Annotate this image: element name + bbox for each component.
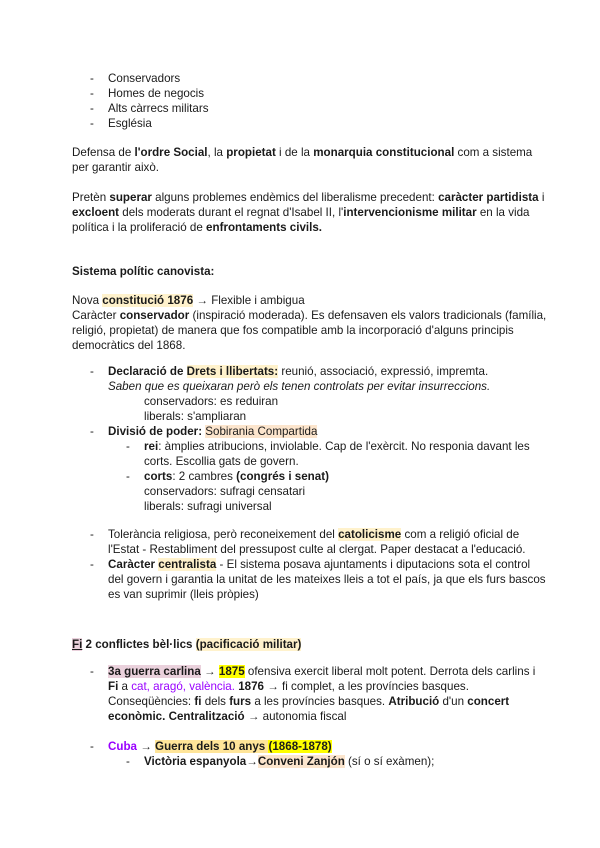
list-item: Caràcter centralista - El sistema posava ajuntaments i diputacions sota el control bbox=[108, 558, 531, 571]
paragraph-line: per garantir això. bbox=[72, 161, 159, 174]
paragraph-line: Caràcter conservador (inspiració moderada). Es defensaven els valors tradicionals (família, bbox=[72, 309, 547, 322]
arrow-icon: → bbox=[204, 665, 216, 678]
arrow-icon: → bbox=[247, 710, 260, 723]
list-dash: - bbox=[90, 117, 94, 130]
list-item: 3a guerra carlina → 1875 ofensiva exercit liberal molt potent. Derrota dels carlins i bbox=[108, 665, 536, 678]
list-dash: - bbox=[126, 755, 130, 768]
paragraph-line: democràtics del 1868. bbox=[72, 339, 186, 352]
list-item: Victòria espanyola→Conveni Zanjón (sí o sí exàmen); bbox=[144, 755, 435, 768]
list-item: rei: àmplies atribucions, inviolable. Cap de l'exèrcit. No responia davant les bbox=[144, 440, 530, 453]
paragraph-line: política i la proliferació de enfrontaments civils. bbox=[72, 221, 323, 234]
list-item: Divisió de poder: Sobirania Compartida bbox=[108, 425, 318, 438]
list-dash: - bbox=[126, 470, 130, 483]
list-dash: - bbox=[90, 558, 94, 571]
section-heading: Fi 2 conflictes bèl·lics (pacificació militar) bbox=[72, 638, 302, 651]
list-item: corts: 2 cambres (congrés i senat) bbox=[144, 470, 329, 483]
list-item: Església bbox=[108, 117, 152, 130]
list-item-note: conservadors: sufragi censatari bbox=[144, 485, 306, 498]
list-item: es van suprimir (lleis pròpies) bbox=[108, 588, 259, 601]
list-item: Declaració de Drets i llibertats: reunió, associació, expressió, impremta. bbox=[108, 365, 489, 378]
list-item: Alts càrrecs militars bbox=[108, 102, 209, 115]
list-item: l'Estat - Restabliment del pressupost culte al clergat. Paper destacat a l'educació. bbox=[108, 543, 526, 556]
section-heading: Sistema polític canovista: bbox=[72, 265, 215, 278]
arrow-icon: → bbox=[196, 294, 208, 307]
list-item-note: conservadors: es reduiran bbox=[144, 395, 279, 408]
list-item: Conseqüències: fi dels furs a les províncies basques. Atribució d'un concert bbox=[108, 695, 510, 708]
list-dash: - bbox=[90, 665, 94, 678]
list-dash: - bbox=[90, 102, 94, 115]
list-item: del govern i garantia la unitat de les mateixes lleis a tot el país, ja que els furs bascos bbox=[108, 573, 546, 586]
list-item: Conservadors bbox=[108, 72, 181, 85]
paragraph-line: excloent dels moderats durant el regnat d'Isabel II, l'intervencionisme militar en la vida bbox=[72, 206, 530, 219]
list-item-note: liberals: sufragi universal bbox=[144, 500, 272, 513]
list-item: Fi a cat, aragó, valència. 1876 → fi complet, a les províncies basques. bbox=[108, 680, 469, 693]
paragraph-line: Defensa de l'ordre Social, la propietat i de la monarquia constitucional com a sistema bbox=[72, 146, 533, 159]
paragraph-line: Pretèn superar alguns problemes endèmics del liberalisme precedent: caràcter partidista i bbox=[72, 191, 545, 204]
list-dash: - bbox=[90, 528, 94, 541]
list-item: corts. Escollia gats de govern. bbox=[144, 455, 299, 468]
list-item: Homes de negocis bbox=[108, 87, 205, 100]
list-dash: - bbox=[90, 72, 94, 85]
list-dash: - bbox=[90, 740, 94, 753]
paragraph-line: religió, propietat) de manera que fos compatible amb la incorporació d'alguns principis bbox=[72, 324, 514, 337]
list-item: Cuba → Guerra dels 10 anys (1868-1878) bbox=[108, 740, 332, 753]
arrow-icon: → bbox=[267, 680, 279, 693]
arrow-icon: → bbox=[140, 740, 152, 753]
list-item: Tolerància religiosa, però reconeixement del catolicisme com a religió oficial de bbox=[108, 528, 520, 541]
list-item: econòmic. Centralització → autonomia fiscal bbox=[108, 710, 347, 723]
paragraph-line: Nova constitució 1876 → Flexible i ambigua bbox=[72, 294, 305, 307]
list-item-note: liberals: s'ampliaran bbox=[144, 410, 247, 423]
list-dash: - bbox=[90, 425, 94, 438]
list-dash: - bbox=[90, 365, 94, 378]
list-item-note: Saben que es queixaran però els tenen controlats per evitar insurreccions. bbox=[108, 380, 491, 393]
list-dash: - bbox=[126, 440, 130, 453]
list-dash: - bbox=[90, 87, 94, 100]
arrow-icon: → bbox=[246, 755, 258, 768]
